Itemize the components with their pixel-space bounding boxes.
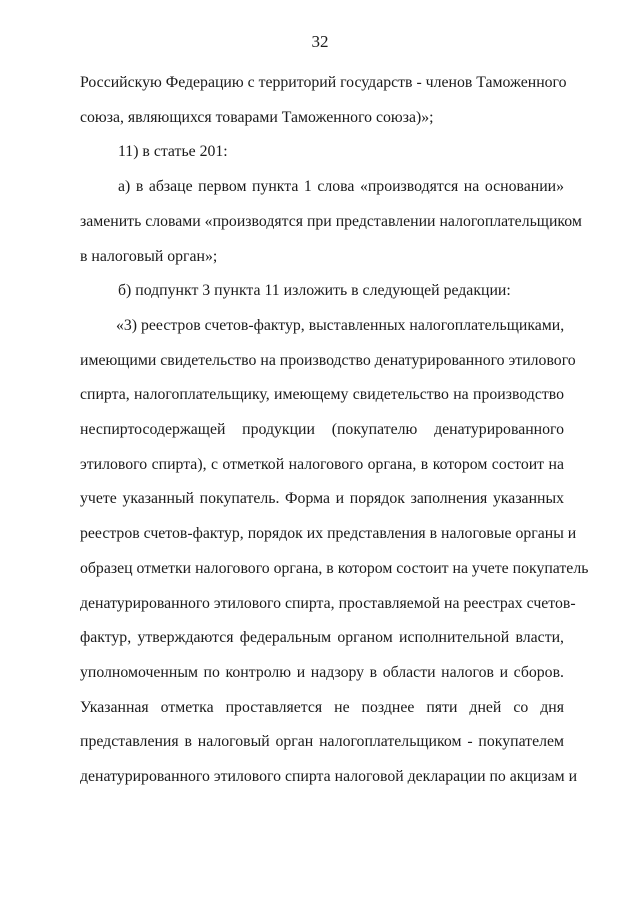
text-line: в налоговый орган»; — [80, 247, 218, 265]
text-line: неспиртосодержащей продукции (покупателю денатурированного — [80, 421, 564, 439]
text-line: а) в абзаце первом пункта 1 слова «производятся на основании» — [118, 178, 564, 196]
text-line: б) подпункт 3 пункта 11 изложить в следующей редакции: — [118, 282, 511, 300]
text-line: спирта, налогоплательщику, имеющему свидетельство на производство — [80, 386, 564, 404]
text-line: Российскую Федерацию с территорий государств - членов Таможенного — [80, 74, 567, 91]
text-line: фактур, утверждаются федеральным органом исполнительной власти, — [80, 629, 564, 647]
text-line: учете указанный покупатель. Форма и порядок заполнения указанных — [80, 490, 564, 508]
text-line: заменить словами «производятся при представлении налогоплательщиком — [80, 212, 582, 230]
text-line: денатурированного этилового спирта, проставляемой на реестрах счетов- — [80, 594, 576, 612]
text-line: денатурированного этилового спирта налоговой декларации по акцизам и — [80, 768, 578, 786]
text-line: Указанная отметка проставляется не позднее пяти дней со дня — [80, 698, 564, 716]
text-line: уполномоченным по контролю и надзору в области налогов и сборов. — [80, 663, 564, 681]
text-line: образец отметки налогового органа, в котором состоит на учете покупатель — [80, 559, 589, 577]
text-line: этилового спирта), с отметкой налогового органа, в котором состоит на — [80, 455, 564, 473]
text-line: реестров счетов-фактур, порядок их представления в налоговые органы и — [80, 525, 577, 543]
text-line: представления в налоговый орган налогоплательщиком - покупателем — [80, 733, 564, 751]
text-line: 11) в статье 201: — [118, 143, 228, 161]
document-body — [80, 66, 589, 795]
text-line: имеющими свидетельство на производство денатурированного этилового — [80, 351, 576, 369]
page-number: 32 — [311, 32, 329, 51]
text-line: «3) реестров счетов-фактур, выставленных налогоплательщиками, — [116, 316, 565, 334]
text-line: союза, являющихся товарами Таможенного союза)»; — [80, 108, 434, 126]
